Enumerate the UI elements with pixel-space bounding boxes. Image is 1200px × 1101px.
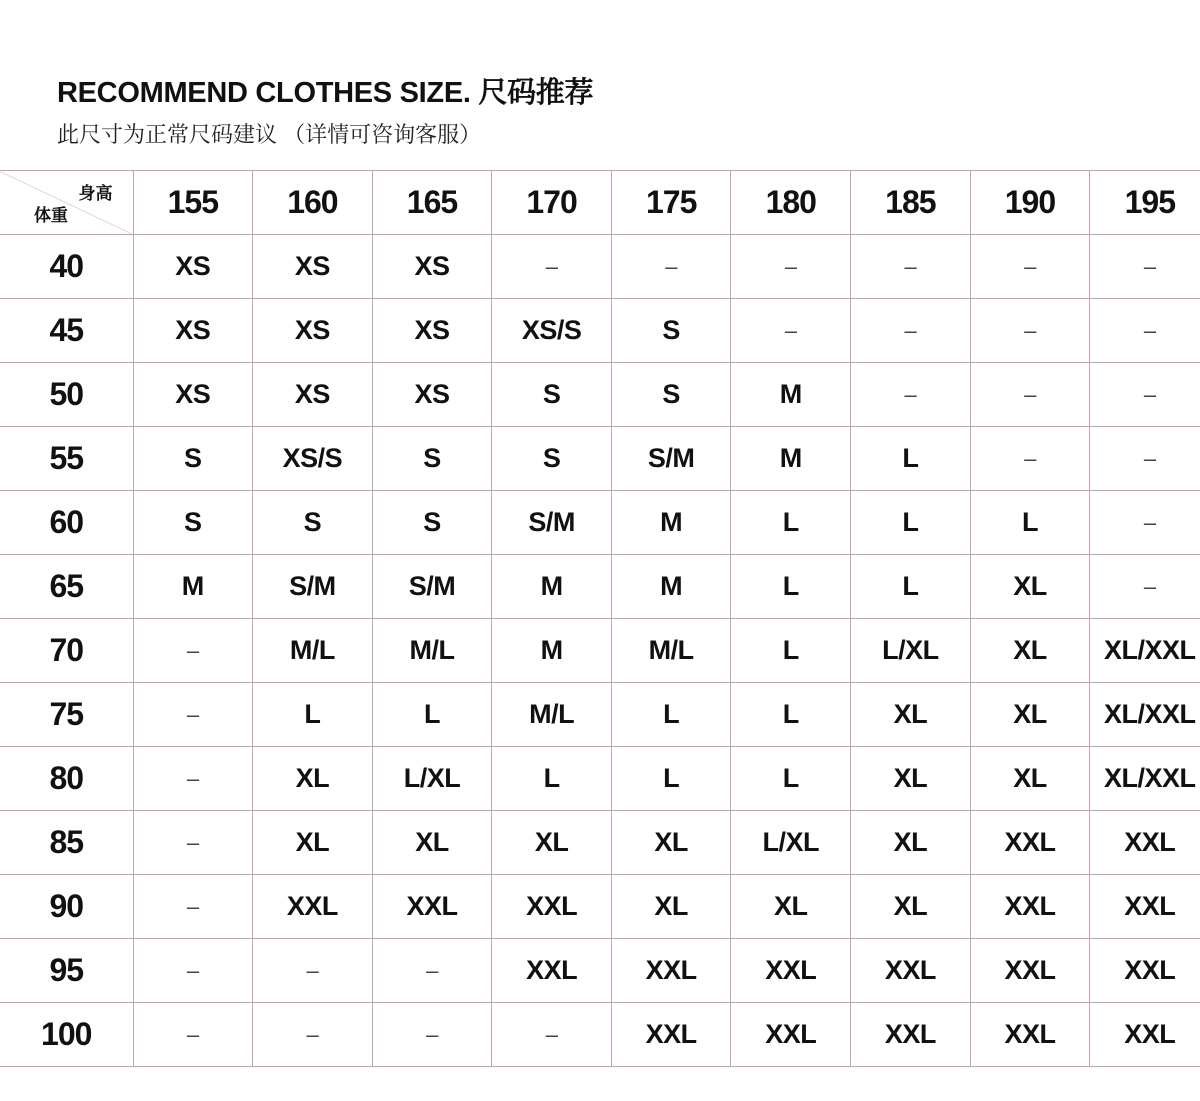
size-cell: M xyxy=(611,491,731,555)
table-row xyxy=(0,811,1200,875)
size-cell: L xyxy=(970,491,1090,555)
size-cell: S xyxy=(133,491,253,555)
size-cell: – xyxy=(851,299,971,363)
size-cell: XS xyxy=(372,363,492,427)
table-row xyxy=(0,427,1200,491)
size-cell: XL xyxy=(253,747,373,811)
size-cell: – xyxy=(492,235,612,299)
height-header-160: 160 xyxy=(253,171,373,235)
size-cell: L/XL xyxy=(372,747,492,811)
page-subtitle: 此尺寸为正常尺码建议 （详情可咨询客服） xyxy=(57,122,482,147)
table-row xyxy=(0,235,1200,299)
size-cell: L xyxy=(731,747,851,811)
weight-cell: 85 xyxy=(0,811,133,875)
size-cell: L/XL xyxy=(731,811,851,875)
size-cell: – xyxy=(133,939,253,1003)
size-cell: – xyxy=(1090,299,1200,363)
height-header-175: 175 xyxy=(611,171,731,235)
size-cell: – xyxy=(970,299,1090,363)
table-row xyxy=(0,875,1200,939)
size-cell: L xyxy=(731,491,851,555)
size-cell: XL xyxy=(492,811,612,875)
table-row xyxy=(0,1003,1200,1067)
size-cell: S/M xyxy=(253,555,373,619)
size-cell: M/L xyxy=(253,619,373,683)
size-cell: XXL xyxy=(492,939,612,1003)
size-cell: S xyxy=(372,491,492,555)
size-cell: L xyxy=(731,619,851,683)
size-cell: – xyxy=(133,1003,253,1067)
size-cell: S xyxy=(492,427,612,491)
size-cell: XL xyxy=(851,875,971,939)
size-cell: L xyxy=(611,747,731,811)
size-cell: M xyxy=(492,619,612,683)
table-row xyxy=(0,619,1200,683)
size-cell: XXL xyxy=(1090,811,1200,875)
size-cell: L xyxy=(851,491,971,555)
height-header-190: 190 xyxy=(970,171,1090,235)
size-cell: XXL xyxy=(253,875,373,939)
size-cell: – xyxy=(133,875,253,939)
size-cell: XXL xyxy=(611,939,731,1003)
size-cell: M/L xyxy=(611,619,731,683)
size-cell: – xyxy=(133,619,253,683)
weight-cell: 95 xyxy=(0,939,133,1003)
size-cell: XS xyxy=(372,235,492,299)
size-cell: L xyxy=(611,683,731,747)
size-cell: XL xyxy=(851,811,971,875)
height-header-155: 155 xyxy=(133,171,253,235)
size-cell: XXL xyxy=(731,1003,851,1067)
table-row xyxy=(0,299,1200,363)
size-cell: XL/XXL xyxy=(1090,683,1200,747)
size-chart-table xyxy=(0,170,1200,1067)
height-header-180: 180 xyxy=(731,171,851,235)
size-cell: XL xyxy=(970,683,1090,747)
size-cell: XL xyxy=(372,811,492,875)
size-cell: XS/S xyxy=(492,299,612,363)
size-cell: S xyxy=(133,427,253,491)
size-cell: – xyxy=(1090,491,1200,555)
size-cell: XS xyxy=(133,363,253,427)
size-cell: – xyxy=(611,235,731,299)
size-cell: – xyxy=(970,363,1090,427)
size-table-body xyxy=(0,235,1200,1067)
size-cell: L xyxy=(851,427,971,491)
size-cell: XXL xyxy=(731,939,851,1003)
size-cell: – xyxy=(731,299,851,363)
weight-cell: 65 xyxy=(0,555,133,619)
weight-cell: 50 xyxy=(0,363,133,427)
size-cell: – xyxy=(970,427,1090,491)
size-cell: L/XL xyxy=(851,619,971,683)
size-cell: – xyxy=(372,939,492,1003)
height-header-170: 170 xyxy=(492,171,612,235)
weight-cell: 90 xyxy=(0,875,133,939)
size-cell: XL xyxy=(611,875,731,939)
table-row xyxy=(0,747,1200,811)
size-cell: XXL xyxy=(1090,1003,1200,1067)
page-title: RECOMMEND CLOTHES SIZE. 尺码推荐 xyxy=(57,77,594,109)
size-cell: XXL xyxy=(851,939,971,1003)
size-cell: XL xyxy=(611,811,731,875)
size-cell: XS xyxy=(372,299,492,363)
size-cell: – xyxy=(851,235,971,299)
size-cell: – xyxy=(1090,363,1200,427)
weight-cell: 55 xyxy=(0,427,133,491)
corner-weight-label: 体重 xyxy=(34,206,68,225)
size-cell: – xyxy=(253,1003,373,1067)
size-cell: XL/XXL xyxy=(1090,747,1200,811)
size-cell: XS xyxy=(253,363,373,427)
size-cell: S xyxy=(611,363,731,427)
size-cell: L xyxy=(731,555,851,619)
size-cell: XL xyxy=(970,555,1090,619)
size-cell: M xyxy=(133,555,253,619)
size-cell: XL xyxy=(731,875,851,939)
weight-cell: 60 xyxy=(0,491,133,555)
size-cell: M xyxy=(731,427,851,491)
table-row xyxy=(0,363,1200,427)
size-cell: XL xyxy=(970,747,1090,811)
size-cell: L xyxy=(731,683,851,747)
size-cell: S/M xyxy=(492,491,612,555)
size-cell: – xyxy=(1090,427,1200,491)
size-cell: XXL xyxy=(970,1003,1090,1067)
size-cell: XS/S xyxy=(253,427,373,491)
size-cell: S xyxy=(253,491,373,555)
table-row xyxy=(0,939,1200,1003)
weight-cell: 75 xyxy=(0,683,133,747)
weight-cell: 40 xyxy=(0,235,133,299)
size-cell: M xyxy=(731,363,851,427)
size-cell: XXL xyxy=(970,939,1090,1003)
size-cell: XL xyxy=(970,619,1090,683)
size-cell: XXL xyxy=(970,811,1090,875)
size-cell: S xyxy=(492,363,612,427)
size-cell: XS xyxy=(133,235,253,299)
weight-cell: 45 xyxy=(0,299,133,363)
size-cell: L xyxy=(492,747,612,811)
size-cell: L xyxy=(851,555,971,619)
size-cell: – xyxy=(1090,555,1200,619)
size-cell: XS xyxy=(133,299,253,363)
size-cell: XXL xyxy=(1090,875,1200,939)
size-cell: S xyxy=(372,427,492,491)
table-row xyxy=(0,683,1200,747)
height-header-195: 195 xyxy=(1090,171,1200,235)
size-cell: XXL xyxy=(851,1003,971,1067)
size-cell: – xyxy=(133,811,253,875)
size-cell: L xyxy=(253,683,373,747)
size-cell: XL xyxy=(851,747,971,811)
size-cell: – xyxy=(851,363,971,427)
size-cell: – xyxy=(372,1003,492,1067)
size-cell: XS xyxy=(253,235,373,299)
size-cell: L xyxy=(372,683,492,747)
size-cell: XL/XXL xyxy=(1090,619,1200,683)
size-cell: XXL xyxy=(372,875,492,939)
size-cell: – xyxy=(253,939,373,1003)
size-cell: XXL xyxy=(970,875,1090,939)
size-cell: XXL xyxy=(1090,939,1200,1003)
size-cell: S/M xyxy=(611,427,731,491)
weight-cell: 100 xyxy=(0,1003,133,1067)
weight-cell: 70 xyxy=(0,619,133,683)
size-cell: XXL xyxy=(611,1003,731,1067)
size-cell: S xyxy=(611,299,731,363)
size-cell: – xyxy=(731,235,851,299)
size-cell: XL xyxy=(253,811,373,875)
size-cell: S/M xyxy=(372,555,492,619)
size-cell: M/L xyxy=(492,683,612,747)
table-row xyxy=(0,555,1200,619)
size-cell: – xyxy=(133,747,253,811)
table-row xyxy=(0,491,1200,555)
corner-height-label: 身高 xyxy=(78,184,113,203)
size-cell: XS xyxy=(253,299,373,363)
size-cell: – xyxy=(492,1003,612,1067)
size-cell: XXL xyxy=(492,875,612,939)
size-cell: M xyxy=(611,555,731,619)
size-cell: – xyxy=(133,683,253,747)
size-cell: XL xyxy=(851,683,971,747)
size-cell: – xyxy=(1090,235,1200,299)
height-header-165: 165 xyxy=(372,171,492,235)
size-cell: M xyxy=(492,555,612,619)
height-header-185: 185 xyxy=(851,171,971,235)
height-header-row xyxy=(0,171,1200,235)
weight-cell: 80 xyxy=(0,747,133,811)
size-cell: M/L xyxy=(372,619,492,683)
size-cell: – xyxy=(970,235,1090,299)
corner-cell xyxy=(0,171,133,235)
